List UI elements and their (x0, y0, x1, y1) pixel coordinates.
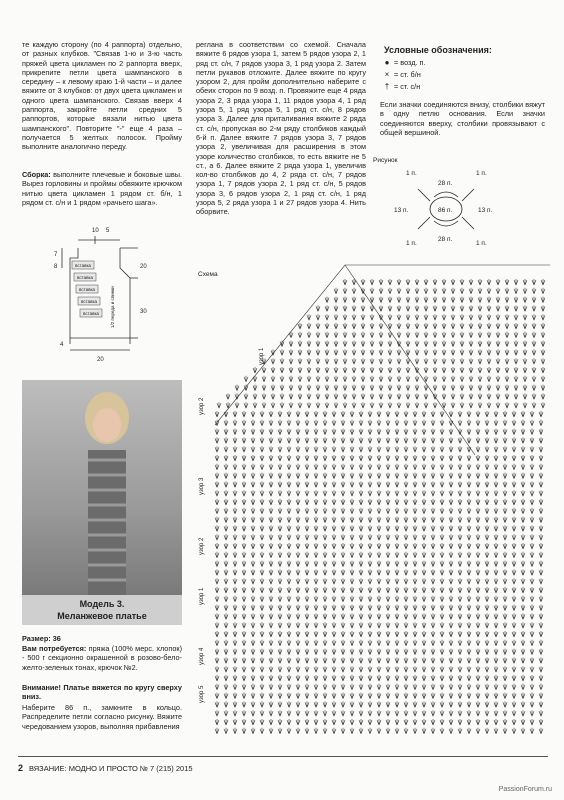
footer-rule (18, 756, 548, 757)
size-label: Размер: 36 (22, 634, 61, 643)
figure-label: 86 п. (438, 207, 453, 214)
left-label: 8 (54, 264, 58, 270)
left-label: 7 (54, 252, 58, 258)
need-text (22, 644, 182, 672)
bottom-label: 20 (97, 357, 104, 363)
figure-label: 1 п. (476, 240, 487, 247)
bottom-left-label: 4 (60, 342, 64, 348)
scheme-row-label: узор 2 (199, 537, 205, 555)
right-label: 20 (140, 264, 147, 270)
scheme-row-label: узор 5 (199, 685, 205, 703)
insert-label: вставка (83, 311, 100, 316)
scheme-row-label: узор 1 (199, 587, 205, 605)
insert-label: вставка (75, 263, 92, 268)
assembly-title: Сборка: (22, 170, 51, 179)
legend-note: Если значки соединяются внизу, столбики вяжут в одну петлю основания. Если значки соединяются вверху, столбики провязывают с общей вершиной. (380, 100, 545, 137)
legend-item: † = ст. с/н (380, 82, 420, 91)
figure-title: Рисунок (373, 157, 398, 164)
figure-label: 13 п. (394, 207, 409, 214)
top-label: 5 (106, 228, 110, 234)
scheme-row-label: узор 2 (199, 397, 205, 415)
crochet-scheme (195, 255, 550, 745)
insert-label: вставка (79, 287, 96, 292)
page-number: 2 (18, 763, 24, 773)
footer (18, 763, 193, 773)
photo-caption (22, 595, 182, 625)
details-text: Наберите 86 п., замкните в кольцо. Распределите петли согласно рисунку. Вяжите чередованием узоров, выполняя прибавления (22, 703, 182, 731)
need-body: пряжа (100% мерс. хлопок) - 500 г секционно окрашенной в розово-бело-желто-зеленых тонах, крючок №2. (22, 644, 182, 672)
scheme-row-label: узор 4 (199, 647, 205, 665)
legend-title: Условные обозначения: (384, 45, 492, 55)
scheme-title: Схема (198, 271, 218, 278)
watermark: PassionForum.ru (498, 786, 552, 793)
scheme-row-label: узор 3 (199, 477, 205, 495)
insert-label: вставка (81, 299, 98, 304)
center-label: 1/2 переда и спинки (110, 286, 115, 328)
figure-label: 13 п. (478, 207, 493, 214)
figure-label: 28 п. (438, 236, 453, 243)
legend-item: ● = возд. п. (380, 58, 426, 67)
assembly-text (22, 170, 182, 207)
figure-label: 28 п. (438, 180, 453, 187)
chain-icon: ● (384, 58, 390, 67)
assembly-body: выполните плечевые и боковые швы. Вырез горловины и проймы обвяжите крючком нитью цвета цикламен 1 рядом ст. б/н, 1 рядом ст. с/н и 1 рядом «рачьего шага». (22, 170, 182, 207)
scheme-row-label: узор 1 (259, 347, 265, 365)
figure-label: 1 п. (406, 240, 417, 247)
model-photo (22, 380, 182, 595)
caption-line1: Модель 3. (79, 599, 125, 609)
right-label: 30 (140, 309, 147, 315)
need-label: Вам потребуется: (22, 644, 87, 653)
intro-text: те каждую сторону (по 4 раппорта) отдельно, от разных клубков. "Связав 1-ю и 3-ю часть пряжей цвета цикламен по 2 раппорта вверх, прикрепите петли цвета шампанского в середину – к левому краю 1-й части – и далее вяжите от 3 клубков: от двух цвета цикламен и одного цвета шампанского. Связав вверх 4 раппорта, закройте петли средних 5 раппортов, которые вязали нитью цвета шампанского". Повторите "-" еще 4 раза – получается 5 желтых полосок. Пройму выполните аналогично переду. (22, 40, 182, 152)
figure-diagram (390, 163, 510, 253)
caption-line2: Меланжевое платье (57, 611, 147, 621)
instructions-text: реглана в соответствии со схемой. Сначала вяжите 6 рядов узора 1, затем 5 рядов узора 2, 1 ряд ст. с/н, 7 рядов узора 3, 1 ряд узора 2. Затем петли рукавов отложите. Далее вяжите по кругу узором 2, для пройм дополнительно наберите с обеих сторон по 9 возд. п. Провяжите еще 4 ряда узора 2, 3 ряда узора 1, 11 рядов узора 4, 1 ряд узора 5, 1 ряд узора 5, 1 ряд ст. с/н, 8 рядов узора 3. Далее для приталивания вяжите 2 ряда ст. с/н, пропуская во 2-м ряду столбиков каждый 6-й п. Далее вяжите 7 рядов узора 3, 7 рядов узора 2, увеличивая для расширения в этом узоре количество столбиков, то есть вяжите не 5 ст., а 6. Далее вяжите 2 ряда узора 1, увеличив кол-во столбиков до 4, 2 ряда ст. с/н, 7 рядов узора 1, 7 рядов узора 2, 1 ряд ст. с/н, 5 рядов узора 3, 6 рядов узора 2, 1 ряд ст. с/н, 1 ряд узора 5, 2 ряда узора 1 и 27 рядов узора 4. Нить оборвите. (196, 40, 366, 217)
top-label: 10 (92, 228, 99, 234)
attention-text: Внимание! Платье вяжется по кругу сверху вниз. (22, 683, 182, 702)
footer-text: ВЯЗАНИЕ: МОДНО И ПРОСТО № 7 (215) 2015 (29, 764, 193, 773)
single-crochet-icon: × (384, 70, 390, 79)
insert-label: вставка (77, 275, 94, 280)
legend-item: × = ст. б/н (380, 70, 421, 79)
figure-label: 1 п. (476, 170, 487, 177)
pattern-drawing (40, 218, 190, 373)
double-crochet-icon: † (384, 82, 390, 91)
figure-label: 1 п. (406, 170, 417, 177)
